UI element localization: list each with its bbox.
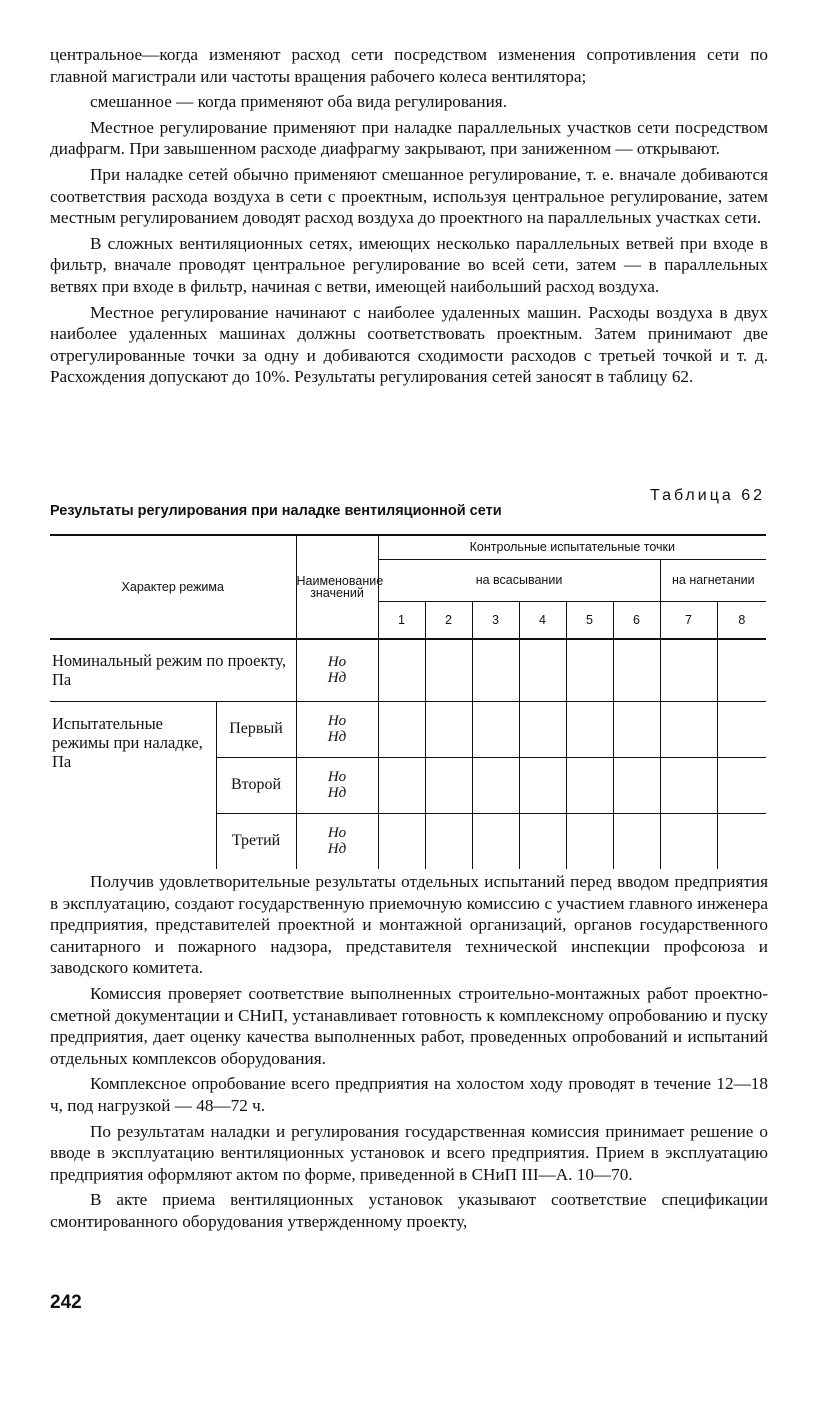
table-cell xyxy=(613,813,660,869)
table-cell xyxy=(425,639,472,701)
table-cell xyxy=(519,701,566,757)
table-cell xyxy=(660,757,717,813)
paragraph: Получив удовлетворительные результаты отдельных испытаний перед вводом предприятия в эксплуатацию, создают государственную приемочную комиссию с участием главного инженера предприятия, представителей проектной и монтажной организаций, органов государственного санитарного и пожарного надзора, представителя технической инспекции профсоюза и заводского комитета. xyxy=(50,872,768,978)
paragraph: Комплексное опробование всего предприятия на холостом ходу проводят в течение 12—18 ч, под нагрузкой — 48—72 ч. xyxy=(50,1074,768,1115)
table-cell xyxy=(717,757,766,813)
table-cell xyxy=(519,757,566,813)
table-cell xyxy=(472,813,519,869)
table-cell xyxy=(613,639,660,701)
top-text xyxy=(50,44,768,388)
table-cell xyxy=(425,701,472,757)
table-cell xyxy=(472,757,519,813)
table-cell xyxy=(660,639,717,701)
table-cell xyxy=(378,701,425,757)
paragraph: смешанное — когда применяют оба вида регулирования. xyxy=(90,92,507,112)
page-number: 242 xyxy=(50,1292,82,1313)
symbol-ho: Hо xyxy=(327,769,347,785)
table-cell xyxy=(425,757,472,813)
paragraph: центральное—когда изменяют расход сети посредством изменения сопротивления сети по главной магистрали или частоты вращения рабочего колеса вентилятора; xyxy=(50,45,768,86)
paragraph: Комиссия проверяет соответствие выполненных строительно-монтажных работ проектно-сметной документации и СНиП, устанавливает готовность к комплексному опробованию и пуску предприятия, дает оценку качества выполненных работ, проведенных опробований и испытаний отдельных комплексов оборудования. xyxy=(50,983,768,1068)
symbol-cell xyxy=(296,639,378,701)
table-cell xyxy=(717,701,766,757)
table-cell xyxy=(566,639,613,701)
row-first-label: Первый xyxy=(216,701,296,757)
header-mode: Характер режима xyxy=(50,535,296,639)
table-cell xyxy=(566,813,613,869)
symbol-hd: Hд xyxy=(327,785,347,801)
paragraph: По результатам наладки и регулирования государственная комиссия принимает решение о вводе в эксплуатацию вентиляционных установок и всего предприятия. Прием в эксплуатацию предприятия оформляют актом по форме, приведенной в СНиП III—А. 10—70. xyxy=(50,1121,768,1184)
point-number: 1 xyxy=(378,601,425,639)
table-cell xyxy=(613,757,660,813)
point-number: 7 xyxy=(660,601,717,639)
point-number: 4 xyxy=(519,601,566,639)
table-cell xyxy=(378,757,425,813)
table-cell xyxy=(660,813,717,869)
header-name: Наименование значений xyxy=(296,535,378,639)
table-cell xyxy=(378,639,425,701)
table-cell xyxy=(472,639,519,701)
point-number: 5 xyxy=(566,601,613,639)
paragraph: При наладке сетей обычно применяют смешанное регулирование, т. е. вначале добиваются соответствия расхода воздуха в сети с проектным, используя центральное регулирование, затем местным регулированием доводят расход воздуха до проектного на параллельных участках сети. xyxy=(50,164,768,228)
table-cell xyxy=(613,701,660,757)
table-cell xyxy=(717,813,766,869)
paragraph: В сложных вентиляционных сетях, имеющих несколько параллельных ветвей при входе в фильтр, вначале проводят центральное регулирование во всей сети, затем — в параллельных ветвях при входе в фильтр, начиная с ветви, имеющей наибольший расход воздуха. xyxy=(50,233,768,296)
row-test-group-label: Испытательные режимы при наладке, Па xyxy=(50,701,216,869)
table-cell xyxy=(566,701,613,757)
symbol-ho: Hо xyxy=(327,713,347,729)
table-cell xyxy=(660,701,717,757)
point-number: 3 xyxy=(472,601,519,639)
point-number: 6 xyxy=(613,601,660,639)
row-third-label: Третий xyxy=(216,813,296,869)
bottom-text xyxy=(50,871,768,1233)
symbol-hd: Hд xyxy=(327,729,347,745)
header-suction: на всасывании xyxy=(378,559,660,601)
symbol-cell xyxy=(296,813,378,869)
table-title: Результаты регулирования при наладке вентиляционной сети xyxy=(50,503,502,519)
results-table xyxy=(50,534,766,869)
symbol-hd: Hд xyxy=(327,670,347,687)
symbol-ho: Hо xyxy=(327,654,347,671)
point-number: 8 xyxy=(717,601,766,639)
paragraph: Местное регулирование начинают с наиболее удаленных машин. Расходы воздуха в двух наиболее удаленных машинах должны соответствовать проектным. Затем принимают две отрегулированные точки за одну и добиваются сходимости расходов с третьей точкой и т. д. Расхождения допускают до 10%. Результаты регулирования сетей заносят в таблицу 62. xyxy=(50,302,768,387)
table-cell xyxy=(717,639,766,701)
symbol-cell xyxy=(296,757,378,813)
table-number: Таблица 62 xyxy=(650,487,765,504)
row-second-label: Второй xyxy=(216,757,296,813)
table-cell xyxy=(519,639,566,701)
table-cell xyxy=(566,757,613,813)
symbol-hd: Hд xyxy=(327,841,347,858)
header-discharge: на нагнетании xyxy=(660,559,766,601)
table-cell xyxy=(472,701,519,757)
row-nominal-label: Номинальный режим по проекту, Па xyxy=(50,639,296,701)
table-cell xyxy=(425,813,472,869)
header-control-points: Контрольные испытательные точки xyxy=(378,535,766,559)
table-cell xyxy=(378,813,425,869)
table-cell xyxy=(519,813,566,869)
paragraph: Местное регулирование применяют при наладке параллельных участков сети посредством диафрагм. При завышенном расходе диафрагму закрывают, при заниженном — открывают. xyxy=(50,117,768,159)
symbol-cell xyxy=(296,701,378,757)
point-number: 2 xyxy=(425,601,472,639)
symbol-ho: Hо xyxy=(327,825,347,842)
paragraph: В акте приема вентиляционных установок указывают соответствие спецификации смонтированного оборудования утвержденному проекту, xyxy=(50,1190,768,1231)
